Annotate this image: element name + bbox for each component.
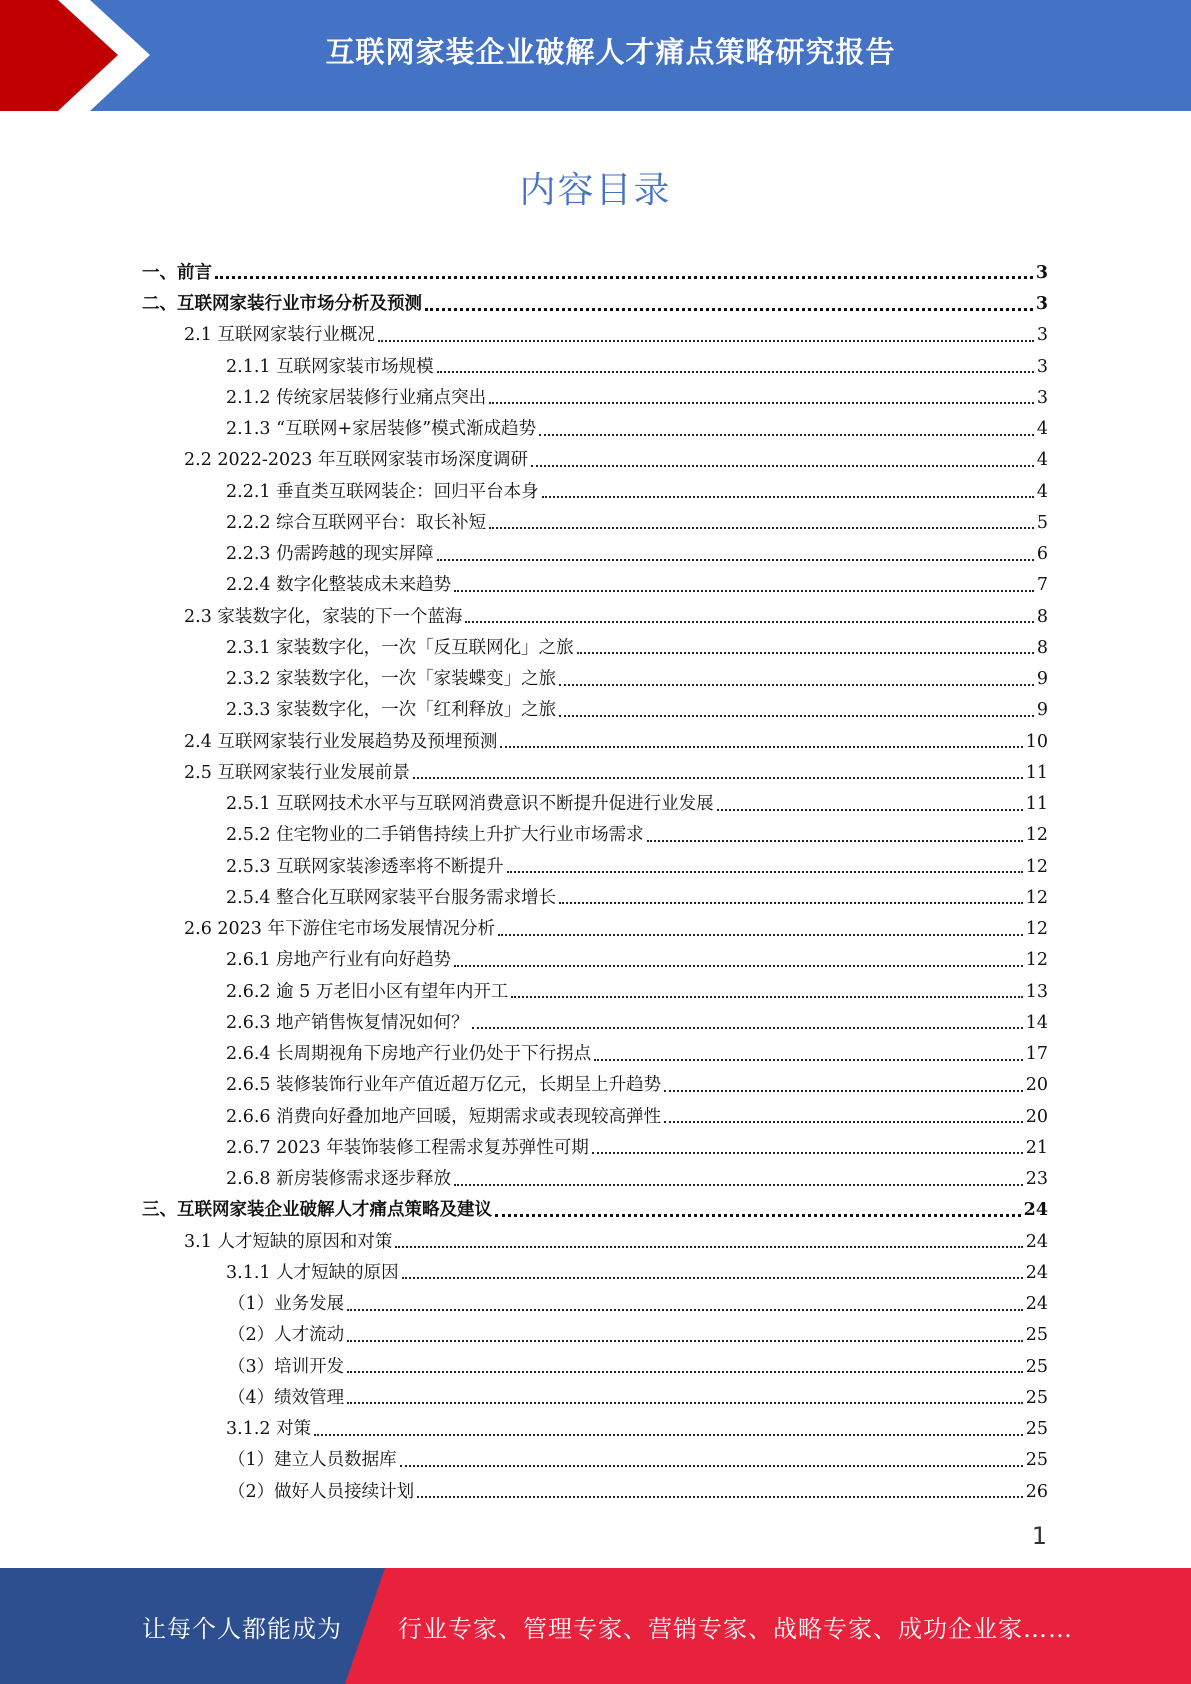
toc-dot-leader xyxy=(378,340,1034,342)
toc-entry[interactable] xyxy=(142,1409,1048,1440)
toc-entry[interactable] xyxy=(142,1347,1048,1378)
toc-entry-page: 25 xyxy=(1025,1325,1048,1346)
toc-entry-page: 3 xyxy=(1036,356,1048,377)
toc-entry-label: 2.2.3 仍需跨越的现实屏障 xyxy=(226,544,434,564)
toc-entry[interactable] xyxy=(142,566,1048,597)
toc-entry[interactable] xyxy=(142,316,1048,347)
toc-entry[interactable] xyxy=(142,1159,1048,1190)
toc-entry-label: 2.1.3 “互联网+家居装修”模式渐成趋势 xyxy=(226,419,537,439)
toc-dot-leader xyxy=(489,402,1034,404)
footer-slogan-right: 行业专家、管理专家、营销专家、战略专家、成功企业家…… xyxy=(398,1614,1073,1643)
toc-entry-label: 2.5.3 互联网家装渗透率将不断提升 xyxy=(226,856,504,877)
toc-entry[interactable] xyxy=(142,409,1048,440)
toc-dot-leader xyxy=(489,527,1034,529)
toc-entry-page: 4 xyxy=(1036,419,1048,439)
toc-dot-leader xyxy=(347,1402,1023,1404)
toc-dot-leader xyxy=(664,1090,1023,1092)
toc-entry[interactable] xyxy=(142,847,1048,878)
toc-dot-leader xyxy=(215,276,1033,279)
toc-entry-page: 5 xyxy=(1036,512,1048,533)
toc-entry[interactable] xyxy=(142,378,1048,409)
toc-dot-leader xyxy=(454,1184,1023,1186)
toc-dot-leader xyxy=(539,434,1034,436)
toc-entry-label: 2.2.4 数字化整装成未来趋势 xyxy=(226,575,452,596)
toc-entry-label: 3.1.1 人才短缺的原因 xyxy=(226,1262,399,1283)
toc-entry-label: 2.2.2 综合互联网平台：取长补短 xyxy=(226,512,487,533)
toc-entry-label: 一、前言 xyxy=(142,262,212,283)
toc-entry-label: 三、互联网家装企业破解人才痛点策略及建议 xyxy=(142,1200,492,1221)
toc-dot-leader xyxy=(559,902,1023,904)
toc-entry-page: 11 xyxy=(1025,794,1048,814)
toc-entry[interactable] xyxy=(142,659,1048,690)
toc-dot-leader xyxy=(647,840,1023,842)
footer-slogan-left: 让每个人都能成为 xyxy=(142,1614,342,1643)
toc-entry-page: 12 xyxy=(1025,825,1048,846)
toc-entry-label: （1）业务发展 xyxy=(228,1294,345,1314)
toc-entry[interactable] xyxy=(142,284,1048,315)
toc-entry[interactable] xyxy=(142,1097,1048,1128)
toc-entry-label: （1）建立人员数据库 xyxy=(228,1450,397,1471)
toc-entry[interactable] xyxy=(142,722,1048,753)
toc-dot-leader xyxy=(511,996,1022,998)
toc-entry[interactable] xyxy=(142,1316,1048,1347)
toc-dot-leader xyxy=(413,777,1023,779)
toc-dot-leader xyxy=(437,559,1034,561)
toc-entry-page: 12 xyxy=(1025,856,1048,877)
toc-entry[interactable] xyxy=(142,1003,1048,1034)
toc-dot-leader xyxy=(717,809,1023,811)
toc-entry-page: 24 xyxy=(1023,1200,1048,1221)
toc-dot-leader xyxy=(314,1434,1023,1436)
toc-dot-leader xyxy=(465,621,1033,623)
footer-banner xyxy=(0,1568,1191,1684)
toc-dot-leader xyxy=(437,371,1034,373)
toc-entry[interactable] xyxy=(142,503,1048,534)
toc-entry-page: 25 xyxy=(1025,1450,1048,1471)
toc-entry-label: 3.1 人才短缺的原因和对策 xyxy=(184,1231,393,1252)
toc-entry-page: 4 xyxy=(1036,450,1048,471)
toc-entry[interactable] xyxy=(142,784,1048,815)
toc-entry-page: 25 xyxy=(1025,1356,1048,1377)
toc-entry-page: 23 xyxy=(1025,1169,1048,1189)
toc-entry[interactable] xyxy=(142,441,1048,472)
toc-entry-label: 2.6.2 逾 5 万老旧小区有望年内开工 xyxy=(226,981,509,1002)
toc-dot-leader xyxy=(417,1496,1023,1498)
toc-entry-page: 25 xyxy=(1025,1387,1048,1408)
toc-entry-page: 11 xyxy=(1025,762,1048,783)
toc-dot-leader xyxy=(395,1246,1022,1248)
toc-entry-label: （2）做好人员接续计划 xyxy=(228,1481,415,1502)
toc-entry-page: 3 xyxy=(1035,262,1048,283)
toc-entry-page: 17 xyxy=(1025,1044,1048,1064)
toc-entry-page: 12 xyxy=(1025,887,1048,908)
toc-entry-label: 2.3 家装数字化，家装的下一个蓝海 xyxy=(184,606,463,627)
toc-entry-label: 2.3.3 家装数字化，一次「红利释放」之旅 xyxy=(226,700,557,721)
toc-entry-label: 2.6.1 房地产行业有向好趋势 xyxy=(226,950,452,971)
toc-entry-label: 2.5 互联网家装行业发展前景 xyxy=(184,762,410,783)
toc-entry-page: 8 xyxy=(1036,637,1048,658)
toc-entry-page: 20 xyxy=(1025,1106,1048,1127)
toc-entry-label: 2.1 互联网家装行业概况 xyxy=(184,325,375,346)
toc-entry[interactable] xyxy=(142,1253,1048,1284)
toc-entry-label: 2.2.1 垂直类互联网装企：回归平台本身 xyxy=(226,481,539,502)
toc-entry[interactable] xyxy=(142,972,1048,1003)
toc-entry-page: 6 xyxy=(1036,544,1048,564)
toc-dot-leader xyxy=(531,465,1034,467)
toc-entry-page: 13 xyxy=(1025,981,1048,1002)
toc-entry-page: 24 xyxy=(1025,1231,1048,1252)
header-bar xyxy=(0,0,1191,111)
toc-entry[interactable] xyxy=(142,534,1048,565)
toc-entry-page: 10 xyxy=(1025,731,1048,752)
toc-entry-label: 2.1.2 传统家居装修行业痛点突出 xyxy=(226,387,487,408)
toc-entry-label: 2.5.2 住宅物业的二手销售持续上升扩大行业市场需求 xyxy=(226,825,644,846)
toc-dot-leader xyxy=(664,1121,1023,1123)
toc-entry-label: 2.6 2023 年下游住宅市场发展情况分析 xyxy=(184,919,495,939)
toc-entry[interactable] xyxy=(142,1066,1048,1097)
toc-entry-label: 2.3.1 家装数字化，一次「反互联网化」之旅 xyxy=(226,637,574,658)
toc-dot-leader xyxy=(425,308,1033,311)
toc-entry-page: 12 xyxy=(1025,950,1048,971)
toc-dot-leader xyxy=(347,1309,1023,1311)
toc-dot-leader xyxy=(507,871,1023,873)
toc-dot-leader xyxy=(400,1465,1023,1467)
toc-entry-label: 2.2 2022-2023 年互联网家装市场深度调研 xyxy=(184,450,528,471)
toc-entry[interactable] xyxy=(142,878,1048,909)
toc-entry[interactable] xyxy=(142,1441,1048,1472)
toc-entry[interactable] xyxy=(142,816,1048,847)
toc-entry[interactable] xyxy=(142,691,1048,722)
toc-entry[interactable] xyxy=(142,1034,1048,1065)
toc-dot-leader xyxy=(500,746,1022,748)
toc-entry-page: 9 xyxy=(1036,700,1048,721)
toc-entry-page: 3 xyxy=(1035,294,1048,314)
toc-entry[interactable] xyxy=(142,1472,1048,1503)
toc-entry-label: 2.3.2 家装数字化，一次「家装蝶变」之旅 xyxy=(226,669,557,689)
toc-entry-label: 2.5.4 整合化互联网家装平台服务需求增长 xyxy=(226,887,557,908)
toc-dot-leader xyxy=(498,934,1023,936)
toc-entry[interactable] xyxy=(142,753,1048,784)
toc-dot-leader xyxy=(495,1214,1021,1217)
toc-dot-leader xyxy=(594,1059,1023,1061)
toc-entry-page: 14 xyxy=(1025,1012,1048,1033)
toc-entry-label: 2.5.1 互联网技术水平与互联网消费意识不断提升促进行业发展 xyxy=(226,794,714,814)
toc-entry[interactable] xyxy=(142,1284,1048,1315)
toc-entry-label: 2.6.7 2023 年装饰装修工程需求复苏弹性可期 xyxy=(226,1137,589,1158)
toc-entry-label: 2.6.6 消费向好叠加地产回暖，短期需求或表现较高弹性 xyxy=(226,1106,662,1127)
toc-entry-label: 2.6.8 新房装修需求逐步释放 xyxy=(226,1169,452,1189)
toc-entry[interactable] xyxy=(142,941,1048,972)
report-title: 互联网家装企业破解人才痛点策略研究报告 xyxy=(325,34,896,69)
toc-entry-label: （3）培训开发 xyxy=(228,1356,345,1377)
toc-entry-label: 2.1.1 互联网家装市场规模 xyxy=(226,356,434,377)
toc-dot-leader xyxy=(559,684,1034,686)
toc-entry[interactable] xyxy=(142,347,1048,378)
toc-entry-page: 20 xyxy=(1025,1075,1048,1096)
toc-entry[interactable] xyxy=(142,1191,1048,1222)
toc-entry[interactable] xyxy=(142,1378,1048,1409)
toc-entry-label: 3.1.2 对策 xyxy=(226,1419,312,1439)
toc-dot-leader xyxy=(592,1152,1023,1154)
toc-dot-leader xyxy=(577,652,1034,654)
toc-entry-page: 4 xyxy=(1036,481,1048,502)
toc-dot-leader xyxy=(454,590,1034,592)
toc-entry-label: （2）人才流动 xyxy=(228,1325,345,1346)
toc-dot-leader xyxy=(472,1027,1023,1029)
toc-entry-page: 25 xyxy=(1025,1419,1048,1439)
toc-entry-page: 24 xyxy=(1025,1294,1048,1314)
toc-entry-label: 二、互联网家装行业市场分析及预测 xyxy=(142,294,422,314)
toc-entry[interactable] xyxy=(142,1128,1048,1159)
toc-entry-page: 8 xyxy=(1036,606,1048,627)
toc-entry-page: 21 xyxy=(1025,1137,1048,1158)
toc-entry-page: 9 xyxy=(1036,669,1048,689)
toc-entry-label: （4）绩效管理 xyxy=(228,1387,345,1408)
toc-entry-page: 24 xyxy=(1025,1262,1048,1283)
table-of-contents xyxy=(142,253,1048,1503)
toc-entry-page: 3 xyxy=(1036,325,1048,346)
toc-entry[interactable] xyxy=(142,628,1048,659)
toc-dot-leader xyxy=(347,1371,1023,1373)
toc-entry[interactable] xyxy=(142,253,1048,284)
toc-entry-page: 3 xyxy=(1036,387,1048,408)
toc-entry-page: 7 xyxy=(1036,575,1048,596)
toc-entry[interactable] xyxy=(142,1222,1048,1253)
toc-entry[interactable] xyxy=(142,597,1048,628)
toc-entry[interactable] xyxy=(142,472,1048,503)
toc-heading: 内容目录 xyxy=(519,170,672,211)
toc-entry[interactable] xyxy=(142,909,1048,940)
toc-dot-leader xyxy=(542,496,1034,498)
toc-entry-label: 2.6.4 长周期视角下房地产行业仍处于下行拐点 xyxy=(226,1044,592,1064)
toc-entry-page: 26 xyxy=(1025,1481,1048,1502)
toc-dot-leader xyxy=(402,1277,1023,1279)
toc-dot-leader xyxy=(559,715,1034,717)
toc-entry-label: 2.6.5 装修装饰行业年产值近超万亿元，长期呈上升趋势 xyxy=(226,1075,662,1096)
toc-entry-label: 2.4 互联网家装行业发展趋势及预埋预测 xyxy=(184,731,498,752)
toc-entry-label: 2.6.3 地产销售恢复情况如何？ xyxy=(226,1012,469,1033)
toc-dot-leader xyxy=(347,1340,1023,1342)
toc-dot-leader xyxy=(454,965,1023,967)
toc-entry-page: 12 xyxy=(1025,919,1048,939)
page-number: 1 xyxy=(1031,1522,1047,1550)
